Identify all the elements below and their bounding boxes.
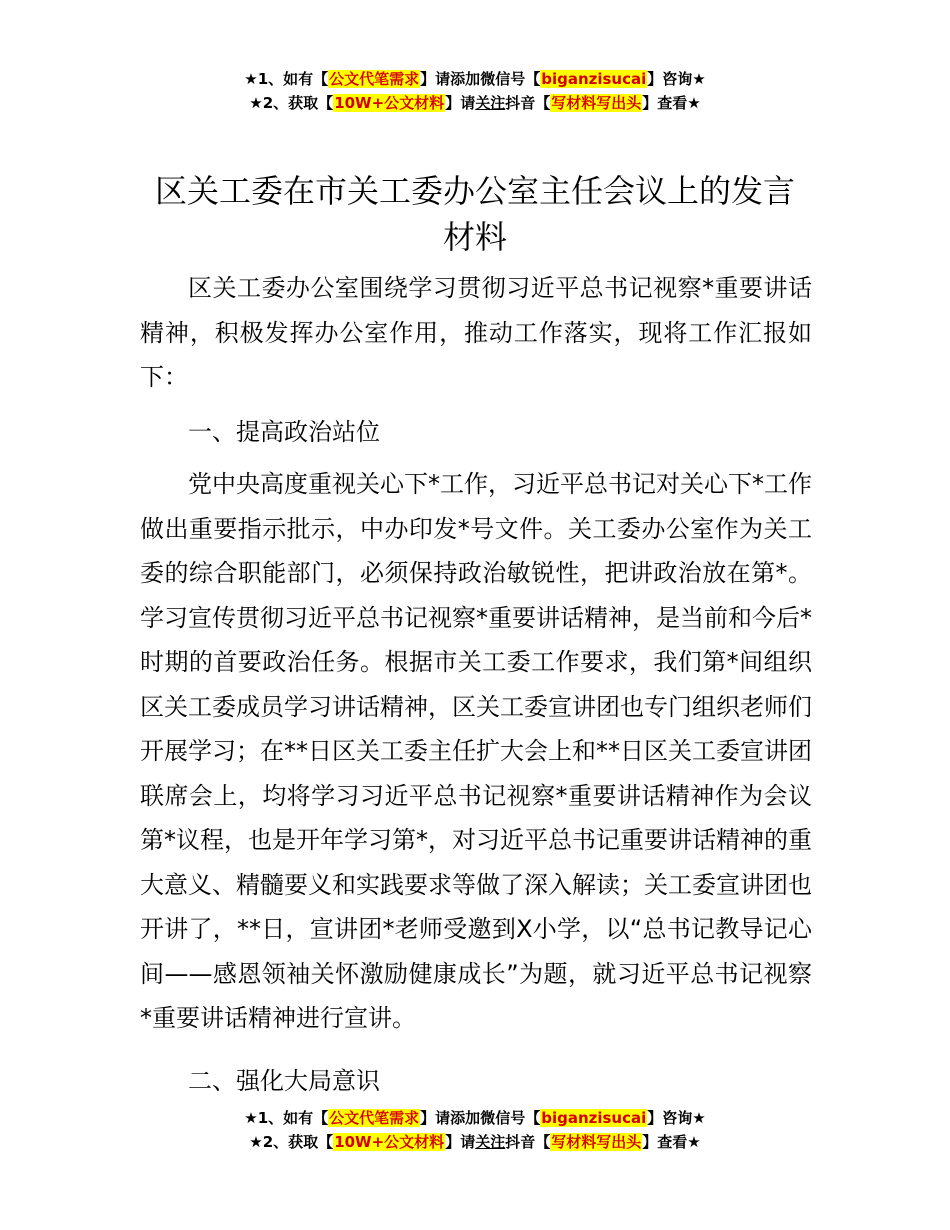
promo-text: ★1、如有【 (244, 1109, 329, 1127)
promo-highlight: 公文代笔需求 (329, 1109, 420, 1127)
promo-line-1 (0, 1106, 950, 1130)
promo-wechat-id: biganzisucai (541, 70, 647, 88)
promo-line-2 (0, 1130, 950, 1154)
promo-text: 微信号【 (480, 1109, 541, 1127)
promo-wechat-id: biganzisucai (541, 1109, 647, 1127)
spacer (140, 1041, 812, 1049)
promo-banner-top (0, 67, 950, 115)
promo-highlight: 公文代笔需求 (329, 70, 420, 88)
document-title: 区关工委在市关工委办公室主任会议上的发言材料 (154, 172, 795, 256)
promo-text: 】咨询★ (647, 70, 706, 88)
promo-highlight: 10W+公文材料 (334, 94, 445, 112)
promo-text: 】查看★ (642, 94, 701, 112)
promo-text: 抖音【 (505, 94, 551, 112)
promo-text: ★2、获取【 (249, 1133, 334, 1151)
promo-text: 】咨询★ (647, 1109, 706, 1127)
section-heading-2: 二、强化大局意识 (188, 1066, 380, 1095)
promo-line-2 (0, 91, 950, 115)
promo-douyin-id: 写材料写出头 (551, 94, 642, 112)
promo-highlight: 10W+公文材料 (334, 1133, 445, 1151)
promo-text: 】查看★ (642, 1133, 701, 1151)
promo-text: 】请 (445, 94, 476, 112)
section-paragraph-1: 党中央高度重视关心下*工作，习近平总书记对关心下*工作做出重要指示批示，中办印发*号文件。关工委办公室作为关工委的综合职能部门，必须保持政治敏锐性，把讲政治放在第*。学习宣传贯彻习近平总书记视察*重要讲话精神，是当前和今后*时期的首要政治任务。根据市关工委工作要求，我们第*间组织区关工委成员学习讲话精神，区关工委宣讲团也专门组织老师们开展学习；在**日区关工委主任扩大会上和**日区关工委宣讲团联席会上，均将学习习近平总书记视察*重要讲话精神作为会议第*议程，也是开年学习第*，对习近平总书记重要讲话精神的重大意义、精髓要义和实践要求等做了深入解读；关工委宣讲团也开讲了，**日，宣讲团*老师受邀到X小学，以“总书记教导记心间——感恩领袖关怀激励健康成长”为题，就习近平总书记视察*重要讲话精神进行宣讲。 (140, 470, 812, 1032)
section-heading-1: 一、提高政治站位 (188, 417, 380, 446)
intro-paragraph: 区关工委办公室围绕学习贯彻习近平总书记视察*重要讲话精神，积极发挥办公室作用，推动工作落实，现将工作汇报如下： (140, 274, 812, 391)
promo-text: ★1、如有【 (244, 70, 329, 88)
promo-text: 微信号【 (480, 70, 541, 88)
promo-underlined: 关注 (475, 1133, 506, 1151)
document-body (140, 266, 812, 1111)
promo-text: 】请添加 (420, 1109, 481, 1127)
promo-text: 】请添加 (420, 70, 481, 88)
promo-douyin-id: 写材料写出头 (551, 1133, 642, 1151)
promo-text: ★2、获取【 (249, 94, 334, 112)
promo-underlined: 关注 (475, 94, 506, 112)
promo-banner-bottom (0, 1106, 950, 1154)
promo-line-1 (0, 67, 950, 91)
promo-text: 】请 (445, 1133, 476, 1151)
promo-text: 抖音【 (505, 1133, 551, 1151)
